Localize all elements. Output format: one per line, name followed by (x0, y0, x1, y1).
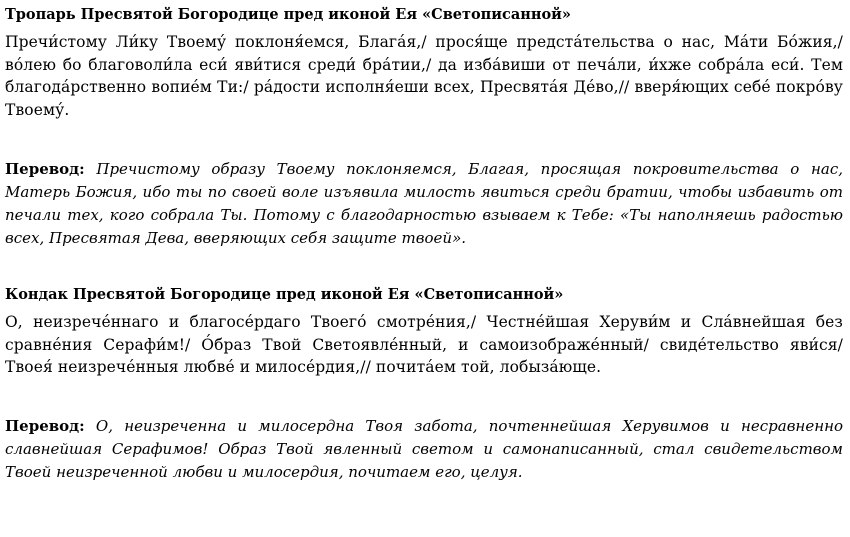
spacer (5, 121, 843, 158)
kontakion-translation-section (5, 415, 843, 484)
translation-label: Перевод: (5, 160, 85, 178)
troparion-translation (5, 158, 843, 250)
translation-text: О, неизреченна и милосердна Твоя забота, почтеннейшая Херувимов и несравненно славнейшая Серафимов! Образ Твой явленный светом и самонаписанный, стал свидетельством Твоей неизреченной любви и милосердия, почитаем его, целуя. (5, 416, 843, 481)
kontakion-title: Кондак Пресвятой Богородице пред иконой Ея «Светописанной» (5, 286, 564, 303)
troparion-text: Пречи́стому Ли́ку Твоему́ поклоня́емся, Блага́я,/ прося́ще предста́тельства о нас, Ма́ти Бо́жия,/ во́лею бо благоволи́ла еси́ яви́тися среди́ бра́тии,/ да изба́виши от печа́ли, и́хже собра́ла еси́. Тем благода́рственно вопие́м Ти:/ ра́дости исполня́еши всех, Пресвята́я Де́во,// вверя́ющих себе́ покро́ву Твоему́. (5, 33, 843, 119)
kontakion-section (5, 284, 843, 379)
troparion-title: Тропарь Пресвятой Богородице пред иконой Ея «Светописанной» (5, 6, 571, 23)
kontakion-translation (5, 415, 843, 484)
document-page (5, 4, 843, 484)
spacer (5, 379, 843, 415)
kontakion-text: О, неизрече́ннаго и благосе́рдаго Твоего́ смотре́ния,/ Честне́йшая Херуви́м и Сла́внейшая без сравне́ния Серафи́м!/ О́браз Твой Светоявле́нный, и самоизображе́нный/ свиде́тельство яви́ся/ Твоея́ неизрече́нныя любве́ и милосе́рдия,// почита́ем той, лобыза́юще. (5, 313, 843, 376)
translation-label: Перевод: (5, 416, 85, 435)
spacer (5, 250, 843, 284)
translation-text: Пречистому образу Твоему поклоняемся, Благая, просящая покровительства о нас, Матерь Божия, ибо ты по своей воле изъявила милость явиться среди братии, чтобы избавить от печали тех, кого собрала Ты. Потому с благодарностью взываем к Тебе: «Ты наполняешь радостью всех, Пресвятая Дева, вверяющих себя защите твоей». (5, 160, 843, 247)
troparion-section (5, 4, 843, 121)
troparion-translation-section (5, 158, 843, 250)
